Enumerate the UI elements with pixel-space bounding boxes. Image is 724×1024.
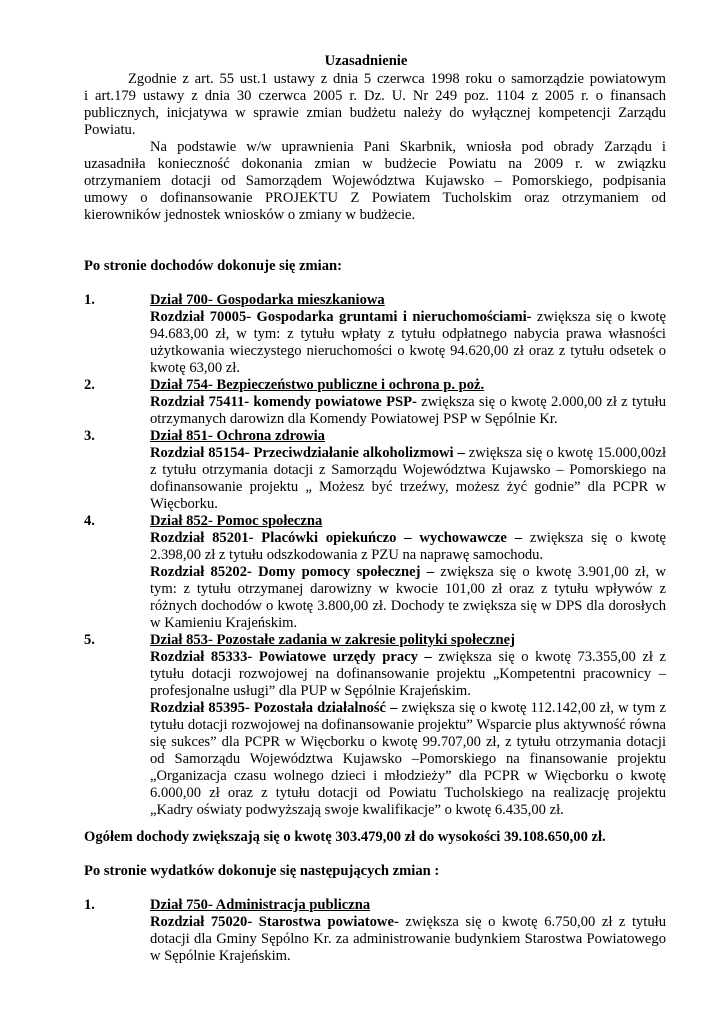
rozdzial-text: zwiększa się o kwotę 2.000,00 zł z tytułu (416, 394, 666, 410)
rozdzial-line (150, 530, 666, 547)
item-number: 4. (84, 513, 95, 529)
item-text-line: różnych dochodów o kwotę 3.800,00 zł. Dochody te zwiększa się w DPS dla dorosłych (150, 598, 666, 614)
item-text-line: „Kadry oświaty podwyższają swoje kwalifikacje” o kwotę 6.435,00 zł. (150, 802, 564, 818)
rozdzial-text: zwiększa się o kwotę 73.355,00 zł z (431, 649, 666, 665)
item-text-line: się sukces” dla PCPR w Więcborku o kwotę 99.707,00 zł, z tytułu otrzymania dotacji (150, 734, 666, 750)
rozdzial-title: Rozdział 85154- Przeciwdziałanie alkoholizmowi – (150, 445, 465, 461)
item-text-line: 2.398,00 zł z tytułu odszkodowania z PZU na naprawę samochodu. (150, 547, 544, 563)
rozdzial-text: zwiększa się o kwotę 15.000,00zł (464, 445, 666, 461)
item-text-line: tytułu dotacji rozwojowej na dofinansowanie projektu” Wsparcie plus aktywność równa (150, 717, 666, 733)
dzial-heading: Dział 853- Pozostałe zadania w zakresie polityki społecznej (150, 632, 515, 648)
rozdzial-title: Rozdział 75411- komendy powiatowe PSP- (150, 394, 417, 410)
income-total: Ogółem dochody zwiększają się o kwotę 303.479,00 zł do wysokości 39.108.650,00 zł. (84, 829, 606, 845)
paragraph-line: otrzymaniem dotacji od Samorządem Województwa Kujawsko – Pomorskiego, podpisania (84, 173, 666, 189)
rozdzial-text: zwiększa się o kwotę (522, 530, 666, 546)
rozdzial-line (150, 309, 666, 326)
item-number: 1. (84, 897, 95, 913)
rozdzial-title: Rozdział 70005- Gospodarka gruntami i nieruchomościami- (150, 309, 532, 325)
rozdzial-line (150, 445, 666, 462)
rozdzial-line (150, 394, 666, 411)
intro-line: publicznych, inicjatywa w sprawie zmian budżetu należy do wyłącznej kompetencji Zarządu (84, 105, 666, 121)
rozdzial-line (150, 649, 666, 666)
dzial-heading: Dział 750- Administracja publiczna (150, 897, 371, 913)
rozdzial-title: Rozdział 85395- Pozostała działalność – (150, 700, 398, 716)
income-heading: Po stronie dochodów dokonuje się zmian: (84, 258, 342, 274)
rozdzial-line (150, 564, 666, 581)
rozdzial-text: zwiększa się o kwotę 3.901,00 zł, w (434, 564, 666, 580)
rozdzial-line (150, 914, 666, 931)
dzial-heading: Dział 754- Bezpieczeństwo publiczne i ochrona p. poż. (150, 377, 485, 393)
item-text-line: otrzymanych darowizn dla Komendy Powiatowej PSP w Sępólnie Kr. (150, 411, 558, 427)
item-text-line: 94.683,00 zł, w tym: z tytułu wpłaty z tytułu odpłatnego nabycia prawa własności (150, 326, 666, 342)
intro-line: Zgodnie z art. 55 ust.1 ustawy z dnia 5 czerwca 1998 roku o samorządzie powiatowym (128, 71, 666, 87)
item-number: 1. (84, 292, 95, 308)
item-text-line: od Samorządu Województwa Kujawsko –Pomorskiego na finansowanie projektu (150, 751, 666, 767)
intro-line: i art.179 ustawy z dnia 30 czerwca 2005 r. Dz. U. Nr 249 poz. 1104 z 2005 r. o finansach (84, 88, 666, 104)
rozdzial-title: Rozdział 85333- Powiatowe urzędy pracy – (150, 649, 432, 665)
item-text-line: dotacji dla Gminy Sępólno Kr. za administrowanie budynkiem Starostwa Powiatowego (150, 931, 666, 947)
expense-heading: Po stronie wydatków dokonuje się następujących zmian : (84, 863, 440, 879)
item-text-line: 6.000,00 zł oraz z tytułu dotacji od Powiatu Tucholskiego na realizację projektu (150, 785, 666, 801)
item-text-line: profesjonalne usługi” dla PUP w Sępólnie Krajeńskim. (150, 683, 471, 699)
intro-line: Powiatu. (84, 122, 136, 138)
dzial-heading: Dział 851- Ochrona zdrowia (150, 428, 325, 444)
dzial-heading: Dział 852- Pomoc społeczna (150, 513, 323, 529)
rozdzial-title: Rozdział 85202- Domy pomocy społecznej – (150, 564, 435, 580)
rozdzial-text: zwiększa się o kwotę 112.142,00 zł, w tym z (397, 700, 666, 716)
item-text-line: w Sępólnie Krajeńskim. (150, 948, 291, 964)
item-text-line: „Organizacja czasu wolnego dzieci i młodzieży” dla PCPR w Więcborku o kwotę (150, 768, 666, 784)
document-title: Uzasadnienie (324, 53, 408, 69)
rozdzial-title: Rozdział 75020- Starostwa powiatowe- (150, 914, 399, 930)
item-text-line: tym: z tytułu otrzymanej darowizny w kwocie 101,00 zł oraz z tytułu wpływów z (150, 581, 666, 597)
item-text-line: w Kamieniu Krajeńskim. (150, 615, 298, 631)
item-text-line: z tytułu otrzymania dotacji z Samorządu Województwa Kujawsko – Pomorskiego na (150, 462, 666, 478)
item-number: 5. (84, 632, 95, 648)
paragraph-line: umowy o dofinansowanie PROJEKTU Z Powiatem Tucholskim oraz otrzymaniem od (84, 190, 666, 206)
paragraph-line: Na podstawie w/w uprawnienia Pani Skarbnik, wniosła pod obrady Zarządu i (150, 139, 666, 155)
item-text-line: tytułu dotacji rozwojowej na dofinansowanie projektu „Kompetentni pracownicy – (150, 666, 666, 682)
item-text-line: użytkowania wieczystego nieruchomości o kwotę 94.620,00 zł oraz z tytułu odsetek o (150, 343, 666, 359)
item-number: 3. (84, 428, 95, 444)
paragraph-line: uzasadniła konieczność dokonania zmian w budżecie Powiatu na 2009 r. w związku (84, 156, 666, 172)
rozdzial-text: zwiększa się o kwotę 6.750,00 zł z tytułu (398, 914, 666, 930)
dzial-heading: Dział 700- Gospodarka mieszkaniowa (150, 292, 385, 308)
rozdzial-line (150, 700, 666, 717)
item-text-line: dofinansowanie projektu „ Możesz być trzeźwy, możesz żyć godnie” dla PCPR w (150, 479, 666, 495)
paragraph-line: kierowników jednostek wniosków o zmiany w budżecie. (84, 207, 416, 223)
item-text-line: kwotę 63,00 zł. (150, 360, 240, 376)
item-text-line: Więcborku. (150, 496, 218, 512)
item-number: 2. (84, 377, 95, 393)
rozdzial-text: zwiększa się o kwotę (531, 309, 666, 325)
rozdzial-title: Rozdział 85201- Placówki opiekuńczo – wychowawcze – (150, 530, 523, 546)
